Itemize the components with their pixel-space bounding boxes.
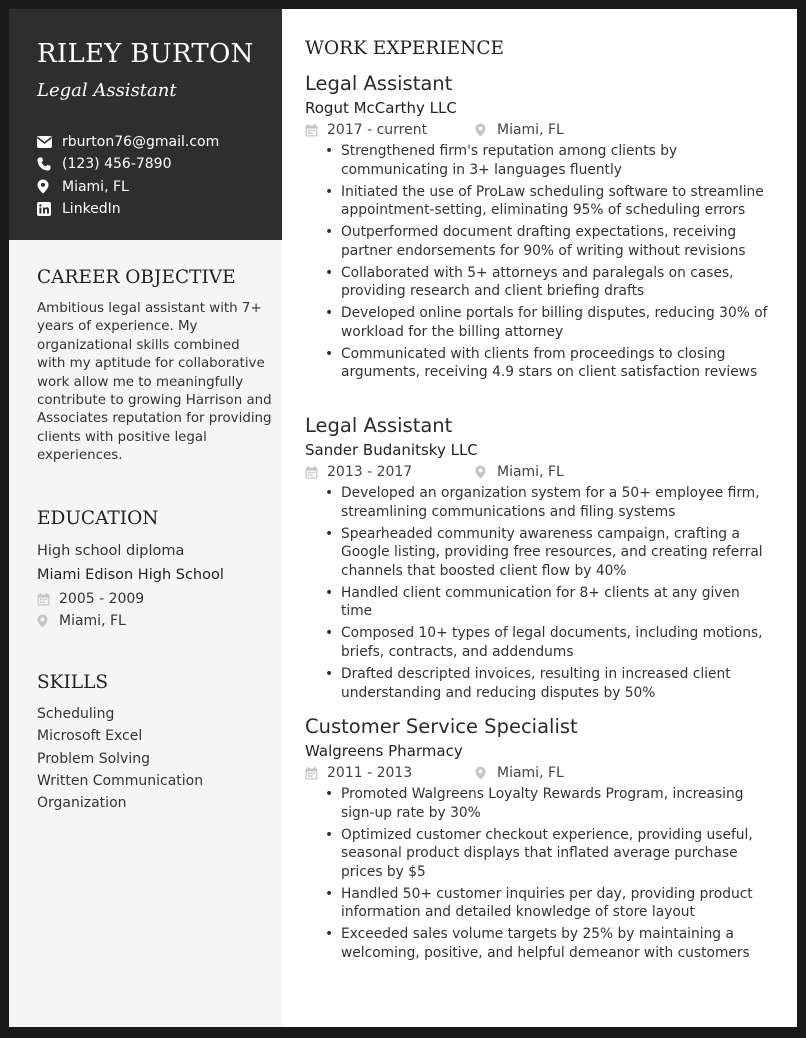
education-location: Miami, FL (59, 613, 126, 629)
education-location-row (37, 610, 224, 632)
education-block (37, 540, 224, 632)
job-location: Miami, FL (497, 122, 564, 138)
contact-phone-text: (123) 456-7890 (62, 156, 172, 173)
candidate-name: RILEY BURTON (37, 39, 254, 69)
job-company: Rogut McCarthy LLC (305, 99, 457, 117)
job-dates: 2017 - current (327, 122, 428, 138)
education-degree: High school diploma (37, 543, 185, 559)
map-pin-icon (475, 766, 497, 780)
job-title: Legal Assistant (305, 72, 453, 95)
calendar-icon (305, 124, 327, 137)
bullet-item: • Initiated the use of ProLaw scheduling software to streamline appointment-setting, eliminating 95% of scheduling errors (325, 183, 775, 220)
objective-heading: CAREER OBJECTIVE (37, 267, 236, 288)
contact-list (37, 131, 219, 220)
header-box (9, 9, 282, 240)
job-bullets (325, 785, 775, 963)
skill-item: Problem Solving (37, 750, 150, 767)
map-pin-icon (37, 614, 59, 628)
bullet-item: • Exceeded sales volume targets by 25% by maintaining a welcoming, positive, and helpful demeanor with customers (325, 925, 775, 962)
contact-location (37, 176, 219, 198)
bullet-item: • Outperformed document drafting expectations, receiving partner endorsements for 90% of writing without revisions (325, 223, 775, 260)
bullet-item: • Collaborated with 5+ attorneys and paralegals on cases, providing research and client briefing drafts (325, 264, 775, 301)
education-school: Miami Edison High School (37, 567, 224, 583)
skill-item: Written Communication (37, 772, 204, 789)
education-dates-row (37, 588, 224, 610)
contact-email[interactable] (37, 131, 219, 153)
job-location: Miami, FL (497, 765, 564, 781)
skill-item: Scheduling (37, 706, 115, 722)
bullet-item: • Composed 10+ types of legal documents, including motions, briefs, contracts, and addendums (325, 624, 775, 661)
job-entry (305, 714, 775, 966)
job-meta (305, 461, 775, 483)
skill-item: Organization (37, 795, 127, 812)
bullet-item: • Developed online portals for billing disputes, reducing 30% of workload for the billing attorney (325, 304, 775, 341)
job-company: Sander Budanitsky LLC (305, 441, 478, 459)
linkedin-icon (37, 202, 62, 216)
calendar-icon (305, 466, 327, 479)
candidate-role: Legal Assistant (37, 80, 177, 101)
job-bullets (325, 484, 775, 702)
experience-heading: WORK EXPERIENCE (305, 38, 505, 59)
education-heading: EDUCATION (37, 508, 159, 529)
bullet-item: • Spearheaded community awareness campaign, crafting a Google listing, providing free resources, and creating referral channels that boosted client flow by 40% (325, 525, 775, 581)
job-meta (305, 762, 775, 784)
job-dates: 2011 - 2013 (327, 765, 413, 781)
job-entry (305, 413, 775, 705)
envelope-icon (37, 136, 62, 148)
bullet-item: • Handled 50+ customer inquiries per day, providing product information and detailed knowledge of store layout (325, 885, 775, 922)
education-dates: 2005 - 2009 (59, 591, 145, 607)
skills-heading: SKILLS (37, 672, 109, 693)
calendar-icon (305, 767, 327, 780)
bullet-item: • Developed an organization system for a 50+ employee firm, streamlining communications and filing systems (325, 484, 775, 521)
phone-icon (37, 157, 62, 171)
map-pin-icon (37, 179, 62, 194)
job-title: Customer Service Specialist (305, 715, 578, 738)
job-entry (305, 71, 775, 385)
bullet-item: • Optimized customer checkout experience, providing useful, seasonal product displays that inflated average purchase prices by $5 (325, 826, 775, 882)
contact-email-text: rburton76@gmail.com (62, 134, 220, 151)
contact-linkedin[interactable] (37, 198, 219, 220)
bullet-item: • Communicated with clients from proceedings to closing arguments, receiving 4.9 stars on client satisfaction reviews (325, 345, 775, 382)
resume-page (9, 9, 797, 1027)
job-dates: 2013 - 2017 (327, 464, 413, 480)
bullet-item: • Handled client communication for 8+ clients at any given time (325, 584, 775, 621)
job-title: Legal Assistant (305, 414, 453, 437)
bullet-item: • Strengthened firm's reputation among clients by communicating in 3+ languages fluently (325, 142, 775, 179)
job-bullets (325, 142, 775, 382)
contact-phone[interactable] (37, 153, 219, 175)
contact-location-text: Miami, FL (62, 178, 129, 195)
job-meta (305, 119, 775, 141)
bullet-item: • Promoted Walgreens Loyalty Rewards Program, increasing sign-up rate by 30% (325, 785, 775, 822)
skills-list (37, 703, 203, 814)
job-company: Walgreens Pharmacy (305, 742, 463, 760)
map-pin-icon (475, 123, 497, 137)
bullet-item: • Drafted descripted invoices, resulting in increased client understanding and reducing disputes by 50% (325, 665, 775, 702)
calendar-icon (37, 593, 59, 606)
objective-text: Ambitious legal assistant with 7+ years of experience. My organizational skills combined with my aptitude for collaborative work allow me to meaningfully contribute to growing Harrison and Associates reputation for providing clients with positive legal experiences. (37, 301, 272, 464)
contact-linkedin-text: LinkedIn (62, 201, 121, 218)
skill-item: Microsoft Excel (37, 728, 143, 745)
job-location: Miami, FL (497, 464, 564, 480)
map-pin-icon (475, 465, 497, 479)
